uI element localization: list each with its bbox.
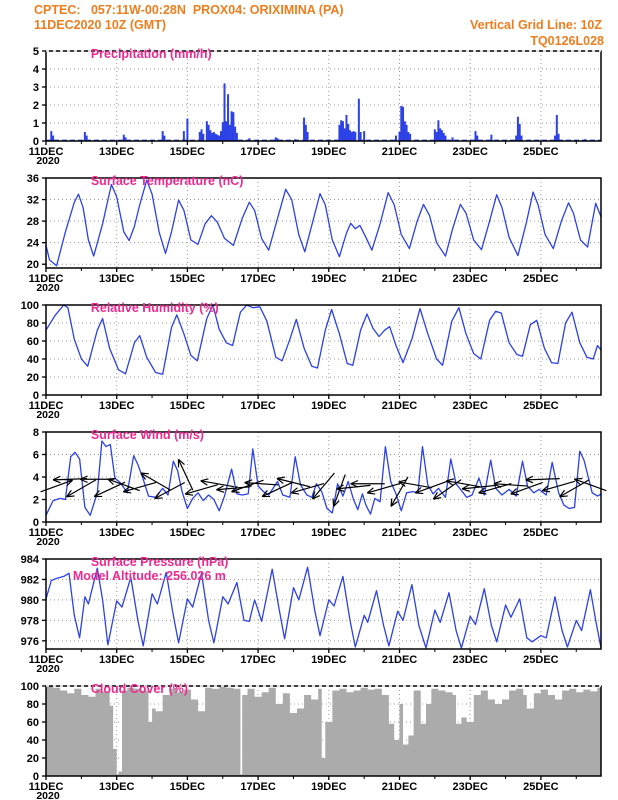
svg-text:19DEC: 19DEC	[311, 400, 347, 412]
svg-text:36: 36	[26, 173, 39, 185]
svg-text:20: 20	[26, 259, 39, 272]
svg-text:1: 1	[32, 118, 39, 130]
svg-text:8: 8	[32, 427, 39, 439]
svg-text:23DEC: 23DEC	[452, 781, 488, 793]
svg-text:19DEC: 19DEC	[311, 146, 347, 158]
panel-title-surface-temperature: Surface Temperature (nC)	[90, 174, 244, 188]
panel-precipitation	[0, 33, 618, 167]
svg-text:21DEC: 21DEC	[381, 654, 418, 666]
svg-text:0: 0	[32, 517, 39, 529]
svg-text:20: 20	[26, 372, 39, 384]
svg-text:984: 984	[20, 554, 39, 566]
svg-text:13DEC: 13DEC	[98, 654, 135, 666]
panel-surface-wind	[0, 414, 618, 548]
panel-title-precipitation: Precipitation (mm/h)	[90, 47, 212, 61]
svg-text:2020: 2020	[36, 409, 60, 421]
svg-text:19DEC: 19DEC	[311, 781, 347, 793]
svg-text:0: 0	[32, 390, 39, 402]
svg-text:2020: 2020	[36, 536, 60, 548]
svg-text:80: 80	[26, 318, 39, 330]
svg-text:25DEC: 25DEC	[523, 273, 559, 285]
model-altitude-label: Model Altitude: 256.026 m	[72, 569, 226, 583]
svg-text:4: 4	[32, 472, 39, 484]
panel-surface-pressure	[0, 541, 618, 675]
svg-text:2020: 2020	[36, 790, 60, 800]
svg-text:40: 40	[26, 354, 39, 366]
panel-surface-temperature	[0, 160, 618, 294]
svg-text:11DEC: 11DEC	[28, 273, 64, 285]
svg-text:19DEC: 19DEC	[311, 527, 347, 539]
svg-text:17DEC: 17DEC	[240, 146, 276, 158]
header-run-row	[34, 18, 618, 33]
svg-text:60: 60	[26, 336, 39, 348]
svg-text:5: 5	[32, 46, 39, 58]
svg-text:15DEC: 15DEC	[169, 400, 206, 412]
svg-text:23DEC: 23DEC	[452, 146, 488, 158]
svg-text:100: 100	[20, 681, 39, 693]
cloud-cover-plot	[0, 681, 618, 800]
svg-text:25DEC: 25DEC	[523, 146, 559, 158]
svg-text:32: 32	[26, 194, 39, 207]
relative-humidity-plot	[0, 300, 618, 421]
svg-text:11DEC: 11DEC	[28, 527, 64, 539]
svg-text:21DEC: 21DEC	[381, 781, 418, 793]
svg-text:23DEC: 23DEC	[452, 527, 488, 539]
panel-title-cloud-cover: Cloud Cover (%)	[90, 682, 189, 696]
svg-text:976: 976	[20, 635, 39, 648]
panel-cloud-cover	[0, 668, 618, 800]
svg-text:13DEC: 13DEC	[98, 273, 135, 285]
svg-text:21DEC: 21DEC	[381, 527, 418, 539]
svg-text:24: 24	[26, 237, 39, 250]
svg-text:25DEC: 25DEC	[523, 527, 559, 539]
svg-text:980: 980	[20, 594, 39, 607]
header	[0, 0, 618, 33]
svg-text:15DEC: 15DEC	[169, 781, 206, 793]
svg-text:2020: 2020	[36, 663, 60, 675]
vertical-grid-line-label: Vertical Grid Line: 10Z	[470, 18, 602, 32]
svg-text:0: 0	[32, 771, 39, 783]
model-tag: TQ0126L028	[530, 34, 604, 48]
svg-text:28: 28	[26, 216, 39, 229]
svg-text:3: 3	[32, 82, 39, 94]
svg-text:17DEC: 17DEC	[240, 781, 276, 793]
surface-temperature-plot	[0, 173, 618, 294]
svg-text:2: 2	[32, 494, 39, 507]
panel-title-surface-wind: Surface Wind (m/s)	[90, 428, 204, 442]
svg-text:17DEC: 17DEC	[240, 654, 276, 666]
svg-text:978: 978	[20, 615, 39, 628]
svg-text:982: 982	[20, 574, 39, 587]
svg-text:20: 20	[26, 753, 39, 765]
svg-text:19DEC: 19DEC	[311, 273, 347, 285]
panel-title-relative-humidity: Relative Humidity (%)	[90, 301, 219, 315]
svg-text:11DEC: 11DEC	[28, 654, 64, 666]
station-title: CPTEC: 057:11W-00:28N PROX04: ORIXIMINA (PA)	[34, 3, 344, 17]
precipitation-plot	[0, 46, 618, 167]
svg-text:25DEC: 25DEC	[523, 781, 559, 793]
run-datetime-label: 11DEC2020 10Z (GMT)	[34, 18, 166, 32]
svg-text:13DEC: 13DEC	[98, 781, 135, 793]
svg-text:40: 40	[26, 735, 39, 747]
svg-text:23DEC: 23DEC	[452, 654, 488, 666]
svg-text:2020: 2020	[36, 282, 60, 294]
svg-text:80: 80	[26, 699, 39, 711]
panel-title-surface-pressure: Surface Pressure (hPa)	[90, 555, 229, 569]
svg-text:4: 4	[32, 64, 39, 76]
surface-wind-plot	[0, 427, 618, 548]
panel-relative-humidity	[0, 287, 618, 421]
svg-text:23DEC: 23DEC	[452, 273, 488, 285]
svg-text:0: 0	[32, 136, 39, 148]
svg-text:25DEC: 25DEC	[523, 654, 559, 666]
svg-text:15DEC: 15DEC	[169, 146, 206, 158]
svg-text:21DEC: 21DEC	[381, 146, 418, 158]
svg-text:25DEC: 25DEC	[523, 400, 559, 412]
svg-text:11DEC: 11DEC	[28, 781, 64, 793]
svg-text:2020: 2020	[36, 155, 60, 167]
svg-text:17DEC: 17DEC	[240, 527, 276, 539]
svg-text:15DEC: 15DEC	[169, 273, 206, 285]
svg-text:17DEC: 17DEC	[240, 273, 276, 285]
svg-text:19DEC: 19DEC	[311, 654, 347, 666]
svg-text:13DEC: 13DEC	[98, 146, 135, 158]
svg-text:15DEC: 15DEC	[169, 654, 206, 666]
svg-text:21DEC: 21DEC	[381, 273, 418, 285]
svg-text:23DEC: 23DEC	[452, 400, 488, 412]
svg-text:60: 60	[26, 717, 39, 729]
svg-text:13DEC: 13DEC	[98, 527, 135, 539]
svg-text:11DEC: 11DEC	[28, 400, 64, 412]
svg-text:11DEC: 11DEC	[28, 146, 64, 158]
svg-text:13DEC: 13DEC	[98, 400, 135, 412]
svg-text:15DEC: 15DEC	[169, 527, 206, 539]
svg-text:100: 100	[20, 300, 39, 312]
svg-text:21DEC: 21DEC	[381, 400, 418, 412]
svg-text:2: 2	[32, 100, 39, 112]
svg-text:17DEC: 17DEC	[240, 400, 276, 412]
svg-text:6: 6	[32, 449, 39, 462]
